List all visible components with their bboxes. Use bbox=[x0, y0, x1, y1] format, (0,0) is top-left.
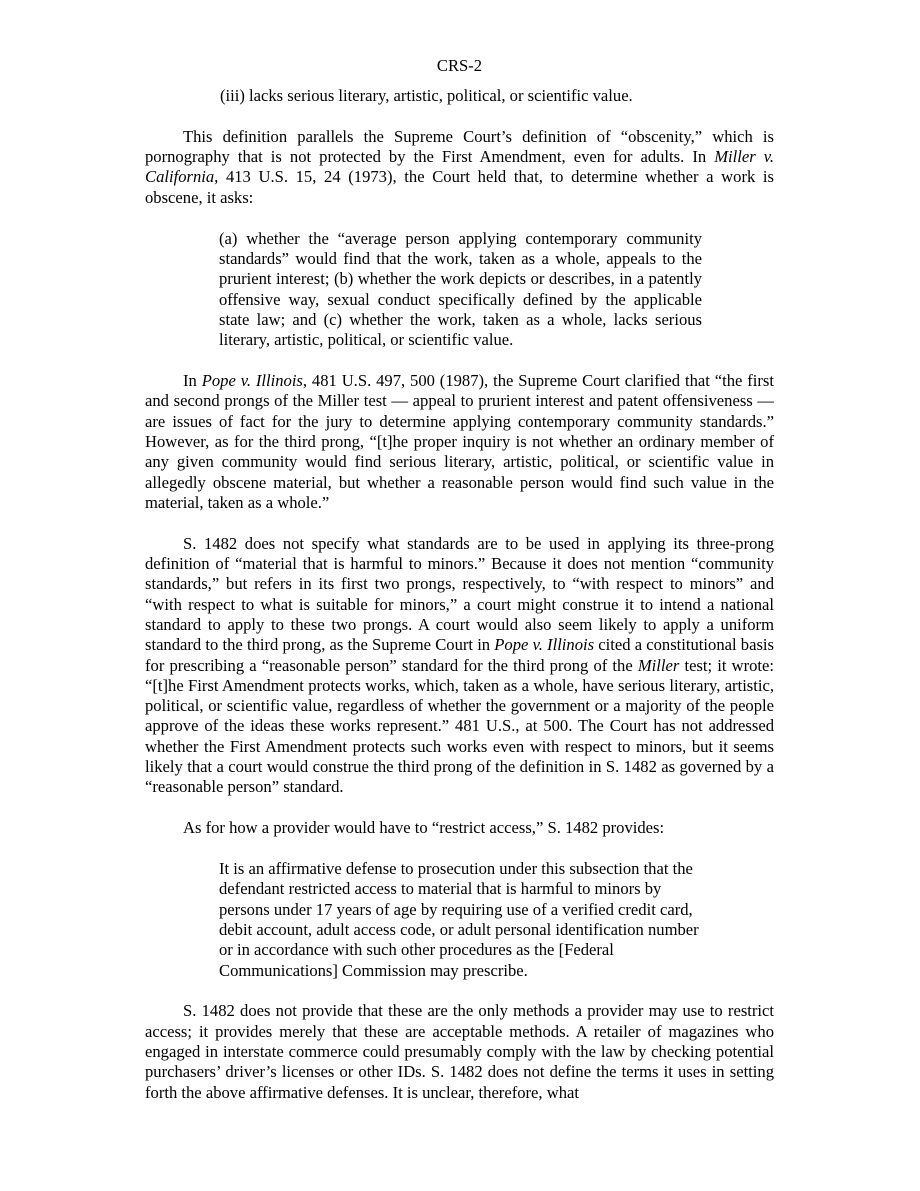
case-citation-pope-2: Pope v. Illinois bbox=[494, 635, 595, 655]
paragraph-methods: S. 1482 does not provide that these are the only methods a provider may use to restrict access; it provides merely that these are acceptable methods. A retailer of magazines who engaged in interstate commerce could presumably comply with the law by checking potential purchasers’ driver’s licenses or other IDs. S. 1482 does not define the terms it uses in setting forth the above affirmative defenses. It is unclear, therefore, what bbox=[145, 1001, 774, 1102]
case-citation-miller: Miller v. California bbox=[145, 147, 774, 187]
block-quote-affirmative-defense: It is an affirmative defense to prosecution under this subsection that the defendant restricted access to material that is harmful to minors by persons under 17 years of age by requiring use of a verified credit card, debit account, adult access code, or adult personal identification number or in accordance with such other procedures as the [Federal Communications] Commission may prescribe. bbox=[219, 859, 699, 980]
definition-item-iii: (iii) lacks serious literary, artistic, political, or scientific value. bbox=[220, 86, 633, 105]
paragraph-pope-v-illinois: In Pope v. Illinois, 481 U.S. 497, 500 (1987), the Supreme Court clarified that “the first and second prongs of the Miller test — appeal to prurient interest and patent offensiveness — are issues of fact for the jury to determine applying contemporary community standards.” However, as for the third prong, “[t]he proper inquiry is not whether an ordinary member of any given community would find serious literary, artistic, political, or scientific value in allegedly obscene material, but whether a reasonable person would find such value in the material, taken as a whole.” bbox=[145, 371, 774, 512]
block-quote-miller-test: (a) whether the “average person applying contemporary community standards” would find that the work, taken as a whole, appeals to the prurient interest; (b) whether the work depicts or describes, in a patently offensive way, sexual conduct specifically defined by the applicable state law; and (c) whether the work, taken as a whole, lacks serious literary, artistic, political, or scientific value. bbox=[219, 228, 702, 350]
document-page bbox=[145, 56, 774, 1103]
paragraph-restrict-access: As for how a provider would have to “restrict access,” S. 1482 provides: bbox=[183, 818, 665, 838]
case-citation-miller-2: Miller bbox=[637, 655, 680, 675]
case-citation-pope: Pope v. Illinois bbox=[201, 371, 303, 391]
page-header: CRS-2 bbox=[436, 56, 483, 75]
paragraph-obscenity-definition: This definition parallels the Supreme Court’s definition of “obscenity,” which is pornography that is not protected by the First Amendment, even for adults. In Miller v. California, 413 U.S. 15, 24 (1973), the Court held that, to determine whether a work is obscene, it asks: bbox=[145, 126, 774, 207]
paragraph-s1482-standards: S. 1482 does not specify what standards are to be used in applying its three-prong definition of “material that is harmful to minors.” Because it does not mention “community standards,” but refers in its first two prongs, respectively, to “with respect to minors” and “with respect to what is suitable for minors,” a court might construe it to intend a national standard to apply to these two prongs. A court would also seem likely to apply a uniform standard to the third prong, as the Supreme Court in Pope v. Illinois cited a constitutional basis for prescribing a “reasonable person” standard for the third prong of the Miller test; it wrote: “[t]he First Amendment protects works, which, taken as a whole, have serious literary, artistic, political, or scientific value, regardless of whether the government or a majority of the people approve of the ideas these works represent.” 481 U.S., at 500. The Court has not addressed whether the First Amendment protects such works even with respect to minors, but it seems likely that a court would construe the third prong of the definition in S. 1482 as governed by a “reasonable person” standard. bbox=[145, 533, 774, 797]
